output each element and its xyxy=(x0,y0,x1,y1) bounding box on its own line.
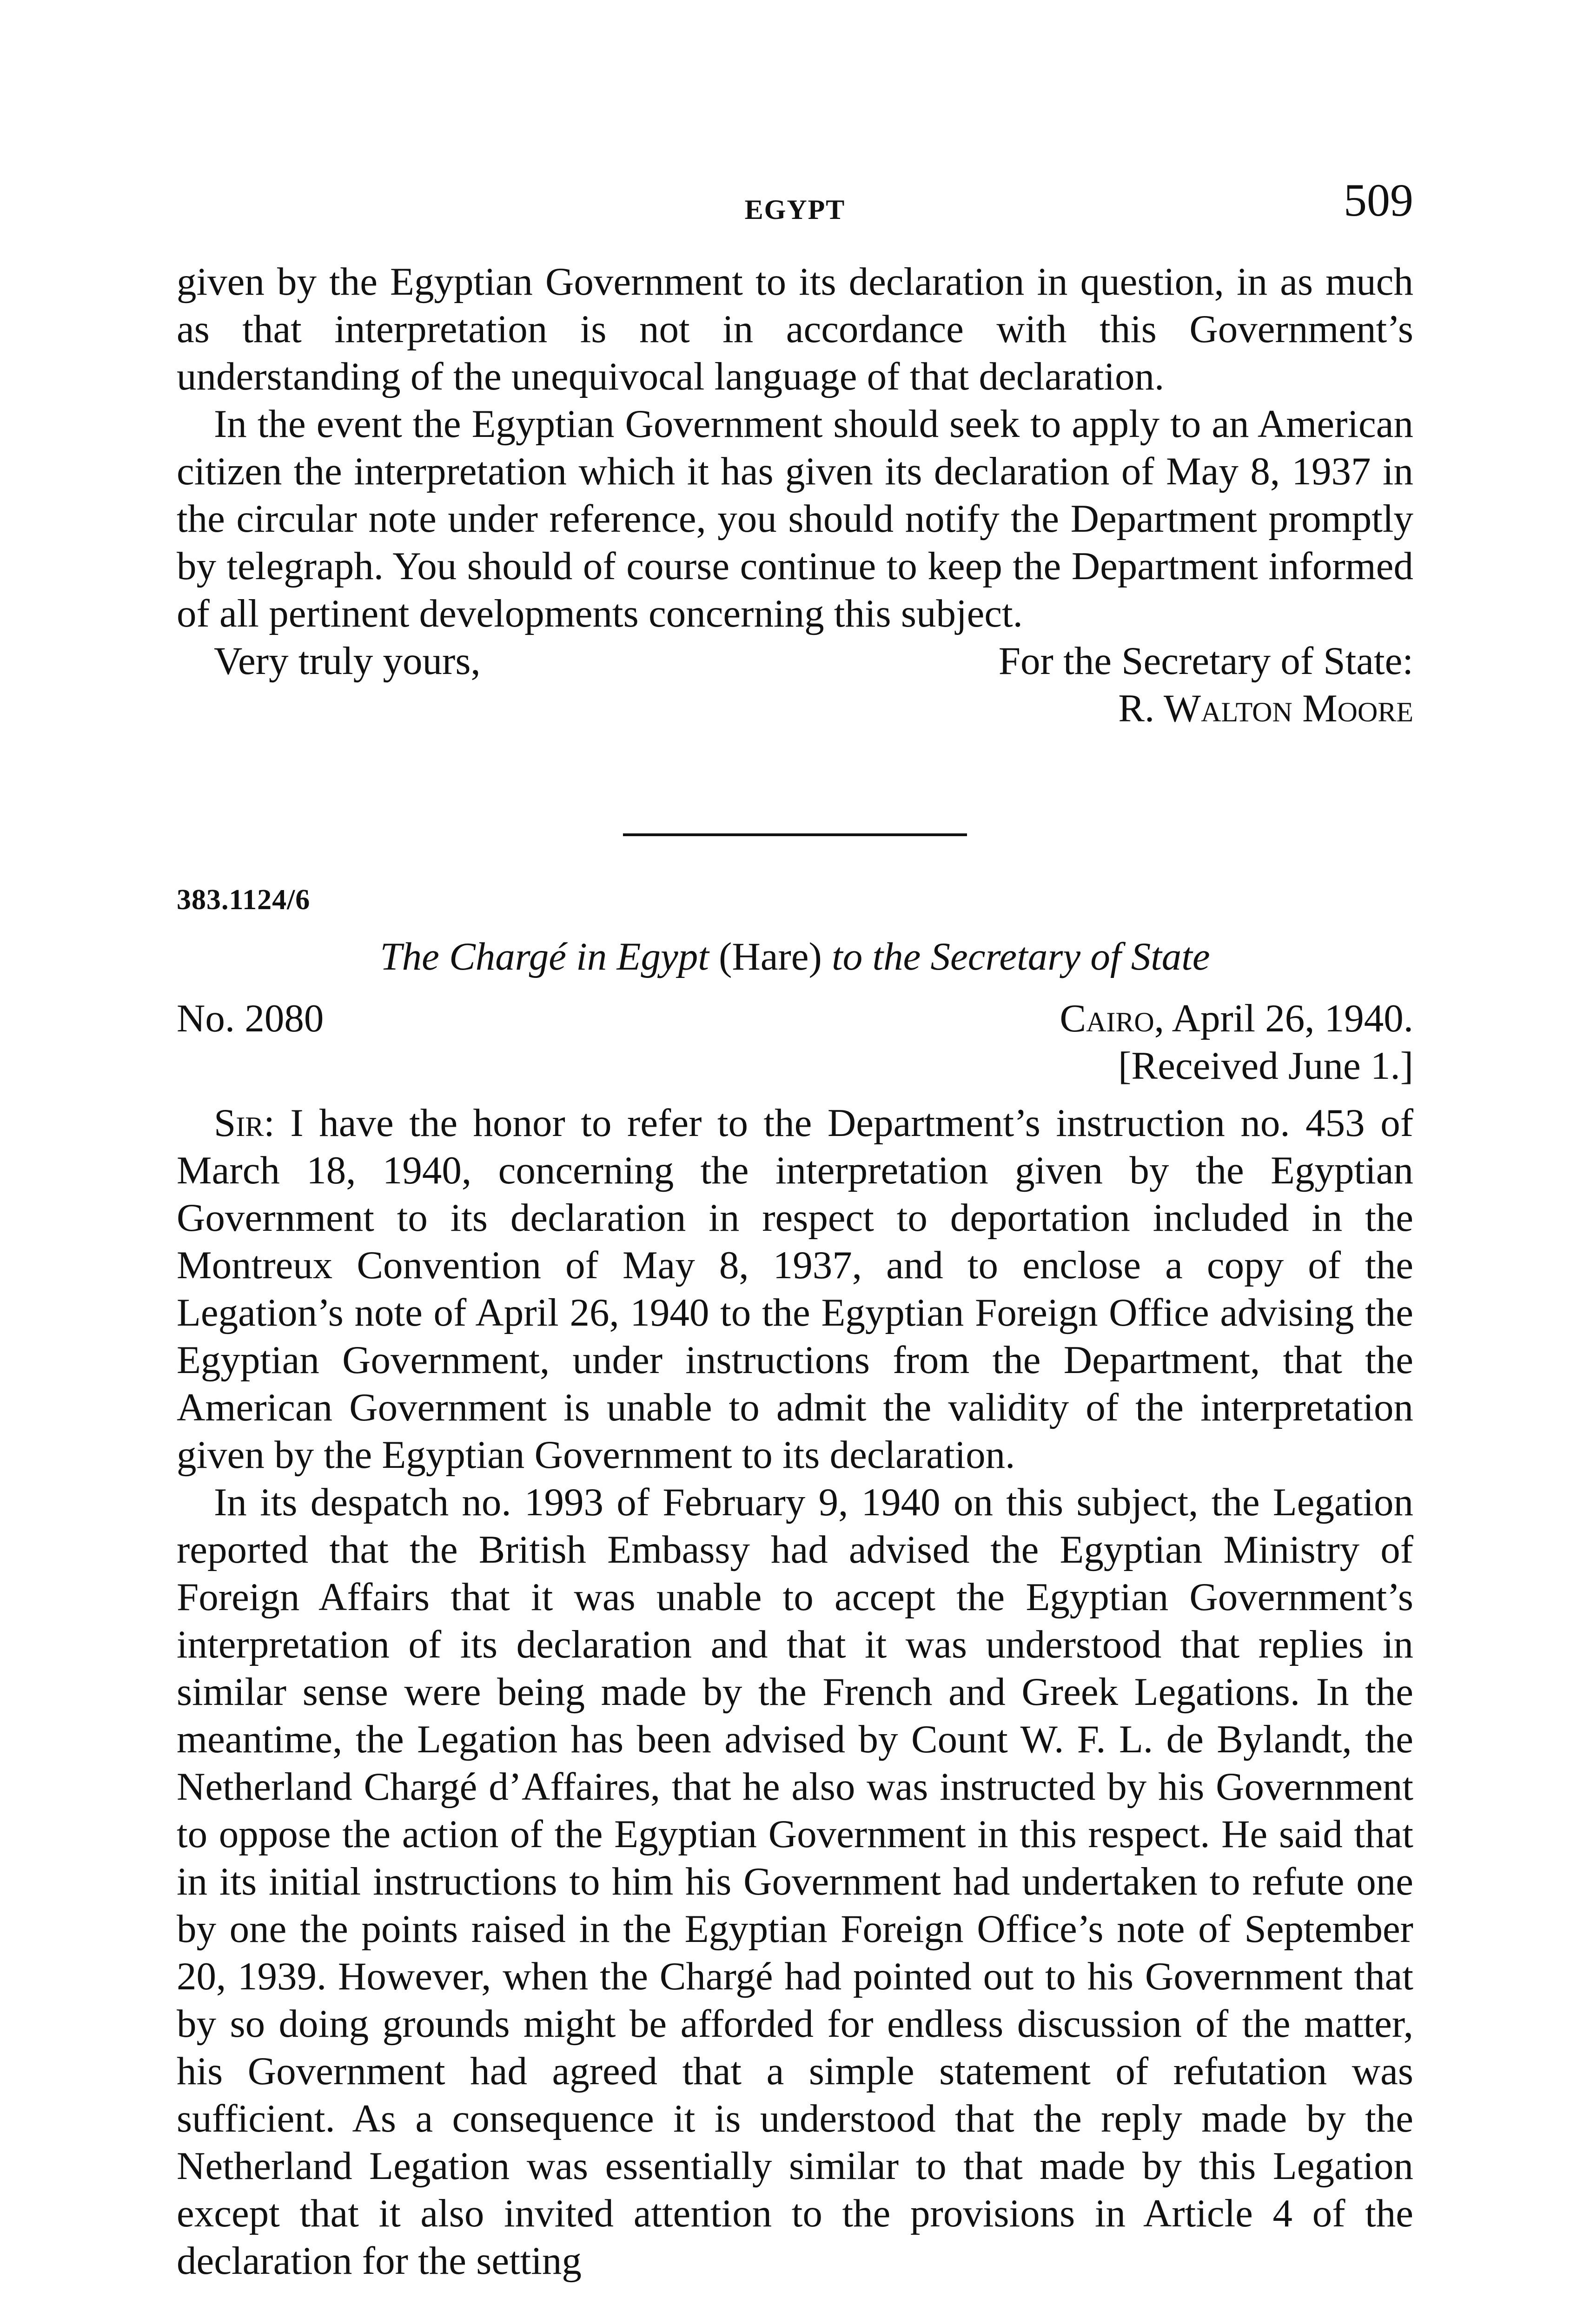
place-date xyxy=(1060,995,1413,1042)
paragraph-text: : I have the honor to refer to the Department’s instruction no. 453 of March 18, 1940, concerning the interpretation given by the Egyptian Government to its declaration in respect to deportation included in the Montreux Convention of May 8, 1937, and to enclose a copy of the Legation’s note of April 26, 1940 to the Egyptian Foreign Office advising the Egyptian Government, under instructions from the Department, that the American Government is unable to admit the validity of the interpretation given by the Egyptian Government to its declaration. xyxy=(177,1101,1413,1477)
despatch-heading xyxy=(177,876,1413,980)
signer: R. Walton Moore xyxy=(1118,687,1413,730)
place: Cairo xyxy=(1060,997,1154,1040)
closing-row xyxy=(177,637,1413,685)
despatch-meta xyxy=(177,995,1413,1089)
body-paragraph: In its despatch no. 1993 of February 9, 1940 on this subject, the Legation reported that the British Embassy had advised the Egyptian Ministry of Foreign Affairs that it was unable to accept the Egyptian Government’s interpretation of its declaration and that it was understood that replies in similar sense were being made by the French and Greek Legations. In the meantime, the Legation has been advised by Count W. F. L. de Bylandt, the Netherland Chargé d’Affaires, that he also was instructed by his Government to oppose the action of the Egyptian Government in this respect. He said that in its initial instructions to him his Government had undertaken to refute one by one the points raised in the Egyptian Foreign Office’s note of September 20, 1939. However, when the Chargé had pointed out to his Government that by so doing grounds might be afforded for endless discussion of the matter, his Government had agreed that a simple statement of refutation was sufficient. As a consequence it is understood that the reply made by the Netherland Legation was essentially similar to that made by this Legation except that it also invited attention to the provisions in Article 4 of the declaration for the setting xyxy=(177,1480,1413,2283)
despatch-body xyxy=(177,1099,1413,2284)
salutation: Sir xyxy=(214,1101,264,1145)
title-part2: (Hare) xyxy=(719,935,822,978)
body-paragraph: In the event the Egyptian Government should seek to apply to an American citizen the interpretation which it has given its declaration of May 8, 1937 in the circular note under reference, you should notify the Department promptly by telegraph. You should of course continue to keep the Department informed of all pertinent developments concerning this subject. xyxy=(177,402,1413,635)
title-part3: to the Secretary of State xyxy=(832,935,1210,978)
despatch-number: No. 2080 xyxy=(177,997,324,1040)
date: , April 26, 1940. xyxy=(1154,997,1413,1040)
closing: Very truly yours, xyxy=(214,639,481,683)
received-date: [Received June 1.] xyxy=(1118,1044,1413,1088)
section-divider xyxy=(623,833,967,836)
despatch-number-row xyxy=(177,995,1413,1042)
letter-body xyxy=(177,258,1413,732)
page-number: 509 xyxy=(1344,174,1413,226)
running-head: EGYPT xyxy=(744,194,846,225)
page-header xyxy=(177,174,1413,237)
continuation-paragraph: given by the Egyptian Government to its declaration in question, in as much as that interpretation is not in accordance with this Government’s understanding of the unequivocal language of that declaration. xyxy=(177,260,1413,398)
body-paragraph xyxy=(177,1099,1413,1479)
document-title xyxy=(177,933,1413,980)
file-number: 383.1124/6 xyxy=(177,884,311,916)
signature-line: For the Secretary of State: xyxy=(998,639,1413,683)
title-part1: The Chargé in Egypt xyxy=(380,935,709,978)
